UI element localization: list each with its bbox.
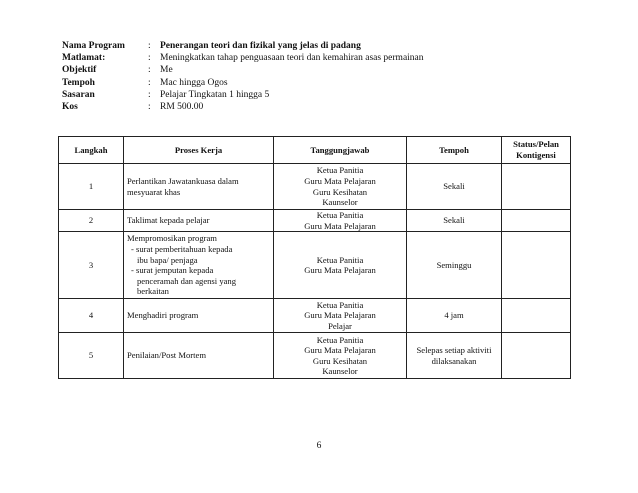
tanggungjawab-line: Guru Mata Pelajaran	[304, 220, 376, 231]
cell-proses-kerja	[124, 299, 274, 333]
info-value: Pelajar Tingkatan 1 hingga 5	[160, 89, 270, 100]
table-row	[59, 299, 571, 333]
tempoh-line: 4 jam	[444, 310, 464, 321]
program-info	[62, 40, 424, 113]
cell-tanggungjawab	[274, 210, 407, 232]
cell-status	[502, 164, 571, 210]
tempoh-line: Sekali	[443, 181, 465, 192]
work-plan-table	[58, 136, 571, 379]
cell-langkah: 3	[59, 232, 124, 299]
table-row	[59, 210, 571, 232]
cell-status	[502, 210, 571, 232]
info-value: Penerangan teori dan fizikal yang jelas di padang	[160, 41, 361, 51]
info-colon: :	[148, 53, 151, 64]
proses-line: berkaitan	[137, 286, 169, 297]
tanggungjawab-line: Ketua Panitia	[316, 210, 364, 220]
info-row-kos	[62, 101, 424, 113]
info-row-matlamat	[62, 52, 424, 64]
table-row	[59, 232, 571, 299]
header-langkah: Langkah	[59, 137, 124, 164]
proses-line: - surat pemberitahuan kepada	[131, 244, 233, 254]
tempoh-line: dilaksanakan	[431, 355, 477, 366]
cell-langkah: 2	[59, 210, 124, 232]
proses-line: - surat jemputan kepada	[131, 265, 214, 276]
header-tanggungjawab: Tanggungjawab	[274, 137, 407, 164]
cell-langkah: 1	[59, 164, 124, 210]
tempoh-line: Sekali	[443, 215, 465, 226]
info-row-tempoh	[62, 77, 424, 89]
info-colon: :	[148, 65, 151, 76]
cell-tempoh	[407, 164, 502, 210]
info-value: Meningkatkan tahap penguasaan teori dan kemahiran asas permainan	[160, 53, 424, 64]
tanggungjawab-line: Kaunselor	[322, 197, 358, 208]
cell-tanggungjawab	[274, 164, 407, 210]
cell-tanggungjawab	[274, 333, 407, 379]
tempoh-line: Seminggu	[436, 259, 472, 270]
proses-line: Menghadiri program	[127, 310, 199, 321]
cell-tempoh	[407, 333, 502, 379]
tanggungjawab-line: Pelajar	[328, 320, 352, 331]
tanggungjawab-line: Guru Kesihatan	[312, 355, 368, 366]
info-colon: :	[148, 102, 151, 113]
info-label: Kos	[62, 102, 78, 113]
tanggungjawab-line: Ketua Panitia	[316, 254, 364, 265]
proses-line: Perlantikan Jawatankuasa dalam	[127, 175, 239, 186]
cell-langkah: 4	[59, 299, 124, 333]
info-colon: :	[148, 89, 151, 100]
tanggungjawab-line: Kaunselor	[322, 366, 358, 377]
cell-proses-kerja	[124, 333, 274, 379]
cell-langkah: 5	[59, 333, 124, 379]
tanggungjawab-line: Guru Mata Pelajaran	[304, 265, 376, 276]
info-value: Me	[160, 65, 173, 76]
cell-proses-kerja	[124, 210, 274, 232]
info-value: Mac hingga Ogos	[160, 77, 228, 88]
cell-proses-kerja	[124, 164, 274, 210]
cell-tempoh	[407, 299, 502, 333]
tanggungjawab-line: Guru Kesihatan	[312, 186, 368, 197]
info-row-sasaran	[62, 89, 424, 101]
info-label: Objektif	[62, 65, 97, 76]
cell-tempoh	[407, 232, 502, 299]
info-value: RM 500.00	[160, 102, 204, 113]
tanggungjawab-line: Guru Mata Pelajaran	[304, 345, 376, 356]
header-proses-kerja: Proses Kerja	[124, 137, 274, 164]
tanggungjawab-line: Guru Mata Pelajaran	[304, 310, 376, 321]
info-label: Sasaran	[62, 89, 95, 100]
info-label: Nama Program	[62, 41, 125, 51]
proses-line: Penilaian/Post Mortem	[127, 350, 207, 361]
cell-status	[502, 333, 571, 379]
proses-line: mesyuarat khas	[127, 186, 181, 197]
header-tempoh: Tempoh	[407, 137, 502, 164]
tanggungjawab-line: Ketua Panitia	[316, 165, 364, 176]
info-row-nama-program	[62, 40, 424, 52]
table-body	[59, 164, 571, 379]
cell-tanggungjawab	[274, 299, 407, 333]
proses-line: ibu bapa/ penjaga	[137, 254, 198, 265]
table-row	[59, 164, 571, 210]
info-colon: :	[148, 41, 151, 51]
cell-status	[502, 232, 571, 299]
info-colon: :	[148, 77, 151, 88]
info-label: Matlamat:	[62, 53, 106, 64]
tempoh-line: Selepas setiap aktiviti	[416, 345, 492, 356]
tanggungjawab-line: Ketua Panitia	[316, 334, 364, 345]
tanggungjawab-line: Guru Mata Pelajaran	[304, 175, 376, 186]
cell-tanggungjawab	[274, 232, 407, 299]
info-row-objektif	[62, 64, 424, 76]
header-status: Status/Pelan Kontigensi	[502, 137, 571, 164]
table-row	[59, 333, 571, 379]
cell-proses-kerja	[124, 232, 274, 299]
cell-status	[502, 299, 571, 333]
page-number: 6	[316, 441, 322, 451]
cell-tempoh	[407, 210, 502, 232]
proses-line: Taklimat kepada pelajar	[127, 215, 210, 226]
proses-line: Mempromosikan program	[127, 233, 217, 244]
tanggungjawab-line: Ketua Panitia	[316, 299, 364, 310]
table-header-row	[59, 137, 571, 164]
proses-line: penceramah dan agensi yang	[137, 275, 237, 286]
info-label: Tempoh	[62, 77, 95, 88]
